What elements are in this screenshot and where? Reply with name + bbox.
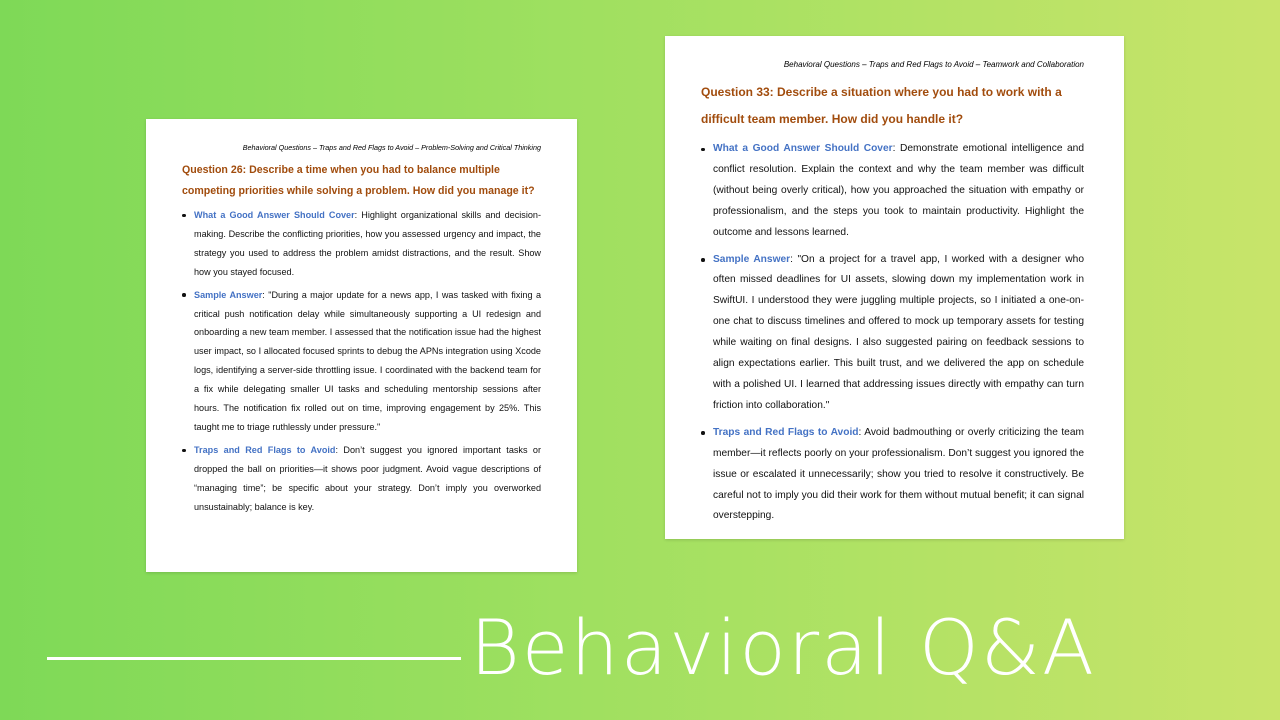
item-text: : Don’t suggest you ignored important tasks or dropped the ball on priorities—it shows poor judgment. Avoid vague descriptions of “managing time”; be specific about your strategy. Don’t imply you overworked unsustainably; balance is key. (194, 444, 541, 512)
running-head: Behavioral Questions – Traps and Red Flags to Avoid – Teamwork and Collaboration (783, 60, 1084, 69)
list-item-good-answer (182, 206, 541, 282)
item-text: : "On a project for a travel app, I worked with a designer who often missed deadlines for UI assets, slowing down my implementation work in SwiftUI. I understood they were juggling multiple projects, so I initiated a one-on-one chat to discuss timelines and offered to mock up temporary assets for testing while waiting on final designs. I also suggested pairing on feedback sessions to align expectations earlier. This built trust, and we delivered the app on schedule with a polished UI. I learned that addressing issues directly with empathy can turn friction into collaboration." (713, 253, 1085, 411)
item-label: What a Good Answer Should Cover (194, 210, 355, 220)
tagline: Behavioral Q&A (470, 603, 1097, 692)
list-item-good-answer (701, 139, 1084, 244)
answer-list (182, 206, 541, 517)
question-title: Question 33: Describe a situation where you had to work with a difficult team member. How did you handle it? (701, 85, 1062, 126)
document-page-right (665, 36, 1124, 539)
list-item-sample-answer (182, 286, 541, 437)
item-text: : Avoid badmouthing or overly criticizing the team member—it reflects poorly on your professionalism. Don’t suggest you ignored the issue or escalated it unnecessarily; show you tried to resolve it constructively. Be careful not to imply you did their work for them without mutual benefit; it can signal overstepping. (713, 426, 1084, 522)
item-label: What a Good Answer Should Cover (713, 143, 893, 154)
list-item-sample-answer (701, 250, 1084, 417)
item-label: Traps and Red Flags to Avoid (713, 426, 859, 438)
item-text: : Highlight organizational skills and decision- making. Describe the conflicting priorities, how you assessed urgency and impact, the strategy you used to address the problem amidst distractions, and the result. Show how you stayed focused. (194, 210, 541, 277)
document-page-left (146, 119, 577, 572)
list-item-red-flags (701, 423, 1084, 528)
list-item-red-flags (182, 441, 541, 517)
decorative-rule (47, 657, 461, 660)
item-label: Sample Answer (713, 253, 791, 265)
item-text: : Demonstrate emotional intelligence and conflict resolution. Explain the context and why the team member was difficult (without being overly critical), how you approached the situation with empathy or professionalism, and the steps you took to maintain productivity. Highlight the outcome and lessons learned. (713, 143, 1085, 238)
item-text: : "During a major update for a news app, I was tasked with fixing a critical push notification delay while simultaneously supporting a UI redesign and onboarding a new team member. I assessed that the notification issue had the highest user impact, so I allocated focused sprints to debug the APNs integration using Xcode logs, identifying a server-side throttling issue. I coordinated with the backend team for a fix while delegating smaller UI tasks and scheduling mentorship sessions after hours. The notification fix rolled out on time, improving engagement by 25%. This taught me to triage ruthlessly under pressure." (194, 289, 541, 432)
item-label: Traps and Red Flags to Avoid (194, 444, 336, 455)
question-title: Question 26: Describe a time when you had to balance multiple competing priorities while solving a problem. How did you manage it? (182, 164, 535, 197)
running-head: Behavioral Questions – Traps and Red Flags to Avoid – Problem-Solving and Critical Thinking (242, 143, 541, 152)
answer-list (701, 139, 1084, 527)
item-label: Sample Answer (194, 289, 263, 300)
